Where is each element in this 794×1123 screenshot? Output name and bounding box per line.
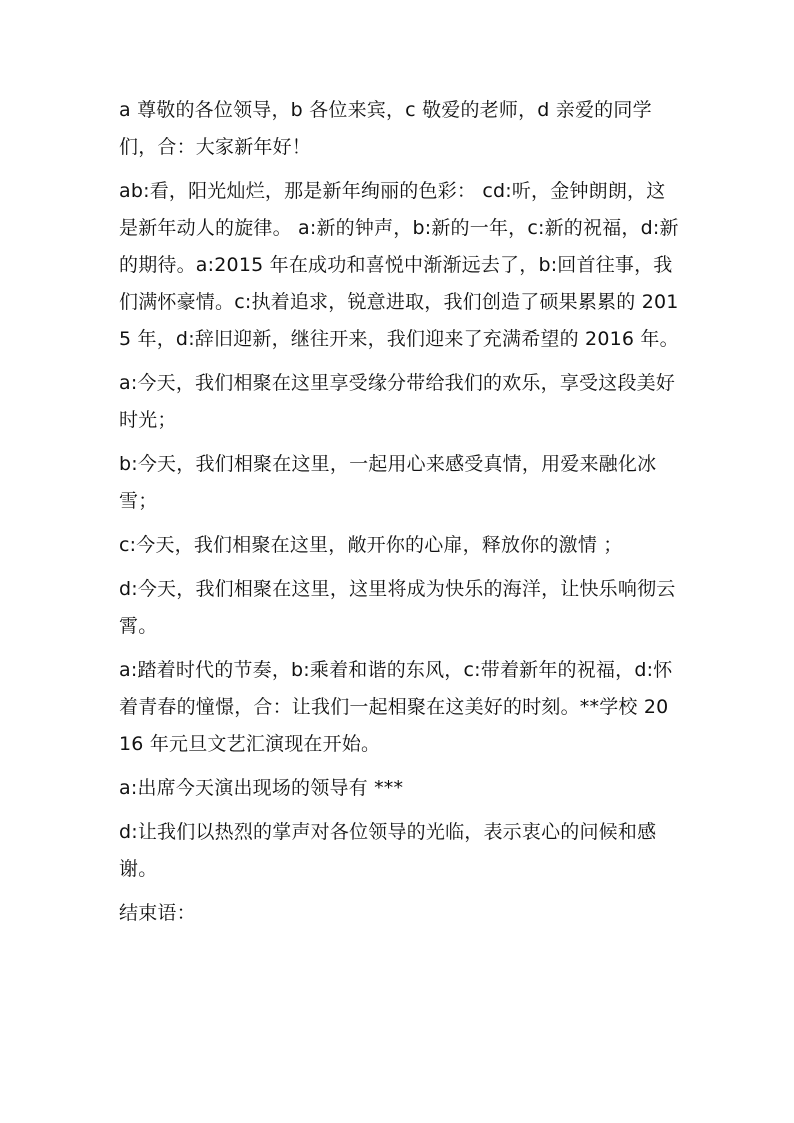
paragraph-b-today: b:今天，我们相聚在这里，一起用心来感受真情，用爱来融化冰雪； — [119, 453, 657, 512]
document-body — [119, 92, 679, 939]
paragraph-d-today: d:今天，我们相聚在这里，这里将成为快乐的海洋，让快乐响彻云霄。 — [119, 578, 676, 637]
paragraph-leaders: a:出席今天演出现场的领导有 *** — [119, 777, 404, 799]
paragraph-opening: a:踏着时代的节奏，b:乘着和谐的东风，c:带着新年的祝福，d:怀着青春的憧憬，合：让我们一起相聚在这美好的时刻。**学校 2016 年元旦文艺汇演现在开始。 — [119, 659, 673, 755]
paragraph-a-today: a:今天，我们相聚在这里享受缘分带给我们的欢乐，享受这段美好时光； — [119, 372, 676, 431]
paragraph-greeting: a 尊敬的各位领导，b 各位来宾，c 敬爱的老师，d 亲爱的同学们，合：大家新年好！ — [119, 99, 652, 158]
paragraph-applause: d:让我们以热烈的掌声对各位领导的光临，表示衷心的问候和感谢。 — [119, 821, 657, 880]
paragraph-c-today: c:今天，我们相聚在这里，敞开你的心扉，释放你的激情 ； — [119, 534, 623, 556]
paragraph-new-year-intro: ab:看，阳光灿烂，那是新年绚丽的色彩： cd:听，金钟朗朗，这是新年动人的旋律。 a:新的钟声，b:新的一年，c:新的祝福，d:新的期待。a:2015 年在成功和喜悦中渐渐远去了，b:回首往事，我们满怀豪情。c:执着追求，锐意进取，我们创造了硕果累累的 2015 年，d:辞旧迎新，继往开来，我们迎来了充满希望的 2016 年。 — [119, 180, 679, 350]
paragraph-closing-heading: 结束语： — [119, 902, 196, 924]
